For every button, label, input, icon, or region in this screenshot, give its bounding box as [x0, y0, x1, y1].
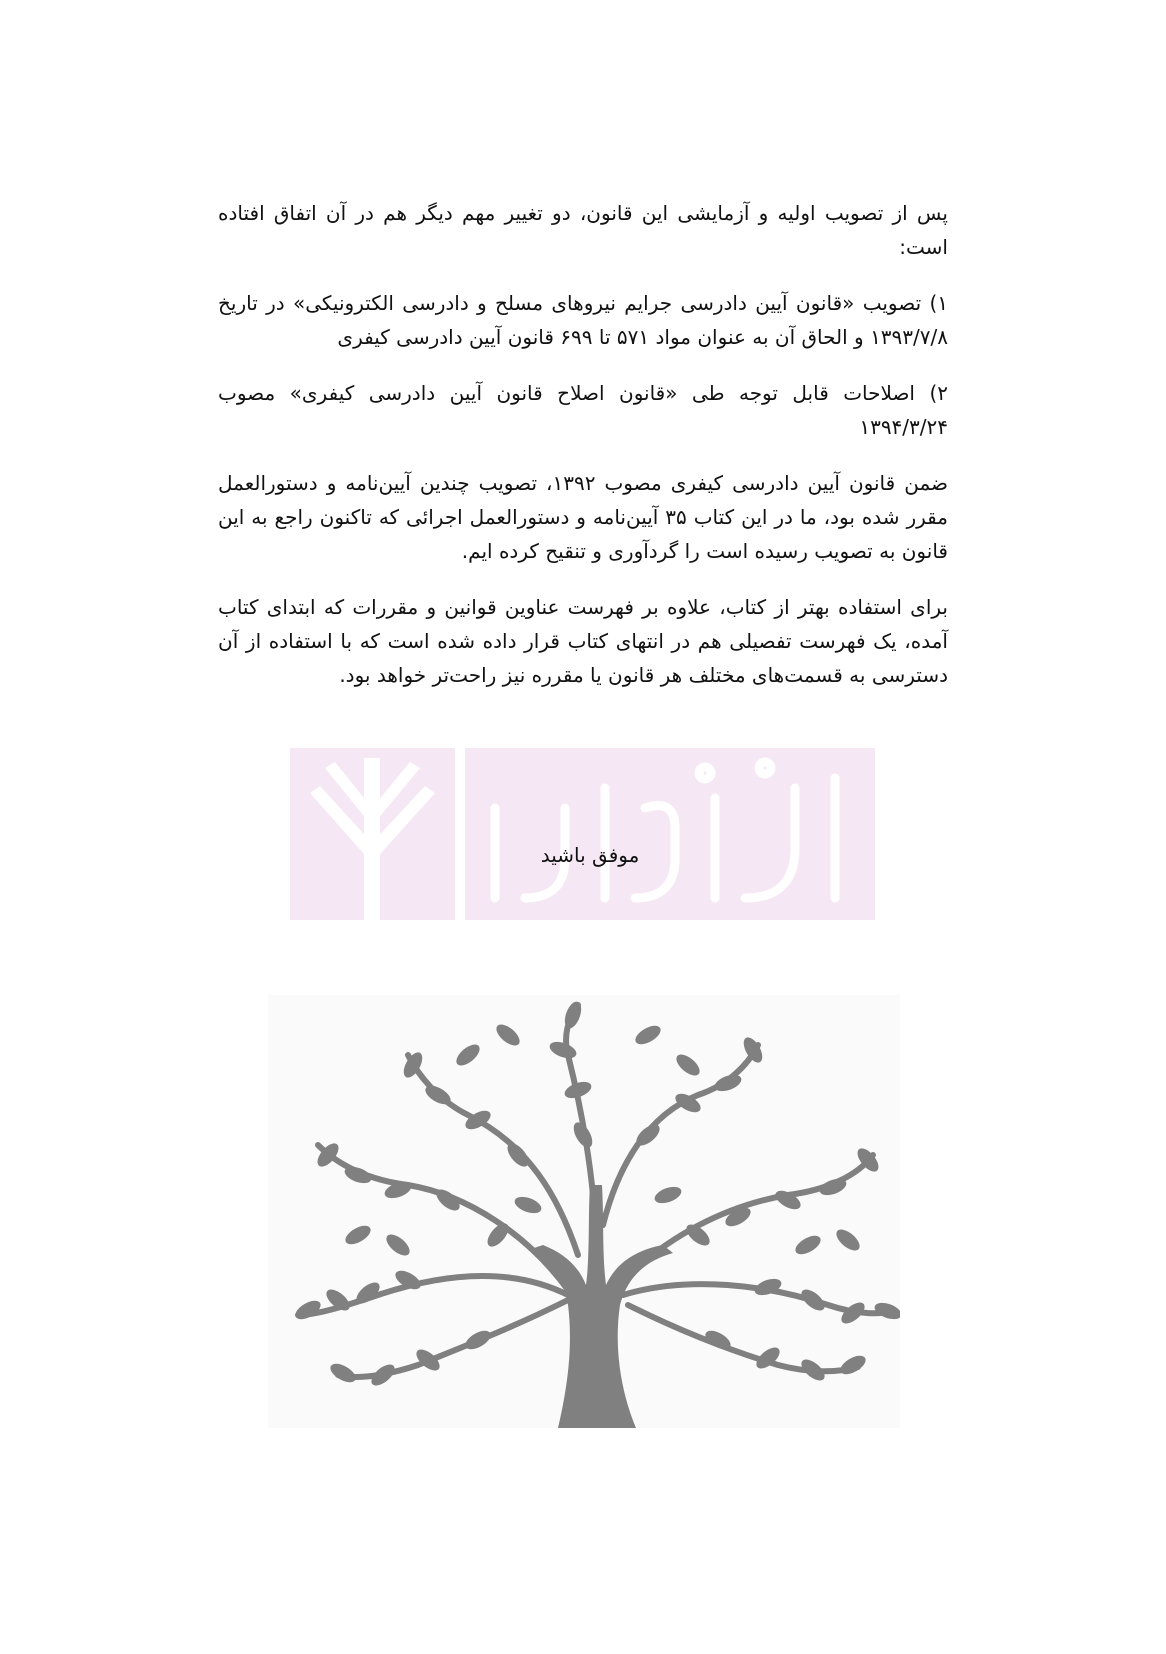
document-body: [218, 196, 948, 714]
signoff-text: موفق باشید: [540, 843, 640, 867]
tree-icon: [268, 995, 900, 1428]
tree-illustration: [268, 995, 900, 1428]
paragraph-regulations: ضمن قانون آیین دادرسی کیفری مصوب ۱۳۹۲، تصویب چندین آیین‌نامه و دستورالعمل مقرر شده بود، ما در این کتاب ۳۵ آیین‌نامه و دستورالعمل اجرائی که تاکنون راجع به این قانون به تصویب رسیده است را گردآوری و تنقیح کرده ایم.: [218, 471, 949, 563]
paragraph-item-2: ۲) اصلاحات قابل توجه طی «قانون اصلاح قانون آیین دادرسی کیفری» مصوب ۱۳۹۴/۳/۲۴: [218, 381, 948, 439]
paragraph-index-note: برای استفاده بهتر از کتاب، علاوه بر فهرست عناوین قوانین و مقررات که ابتدای کتاب آمده، یک فهرست تفصیلی هم در انتهای کتاب قرار داده شده است که با استفاده از آن دسترسی به قسمت‌های مختلف هر قانون یا مقرره نیز راحت‌تر خواهد بود.: [218, 595, 948, 687]
watermark-wordmark: [465, 748, 875, 920]
paragraph-item-1: ۱) تصویب «قانون آیین دادرسی جرایم نیروهای مسلح و دادرسی الکترونیکی» در تاریخ ۱۳۹۳/۷/۸ و الحاق آن به عنوان مواد ۵۷۱ تا ۶۹۹ قانون آیین دادرسی کیفری: [218, 291, 948, 349]
paragraph-intro: پس از تصویب اولیه و آزمایشی این قانون، دو تغییر مهم دیگر هم در آن اتفاق افتاده است:: [218, 201, 948, 259]
watermark-logo: [290, 748, 875, 920]
watermark-tree-mark: [290, 748, 455, 920]
